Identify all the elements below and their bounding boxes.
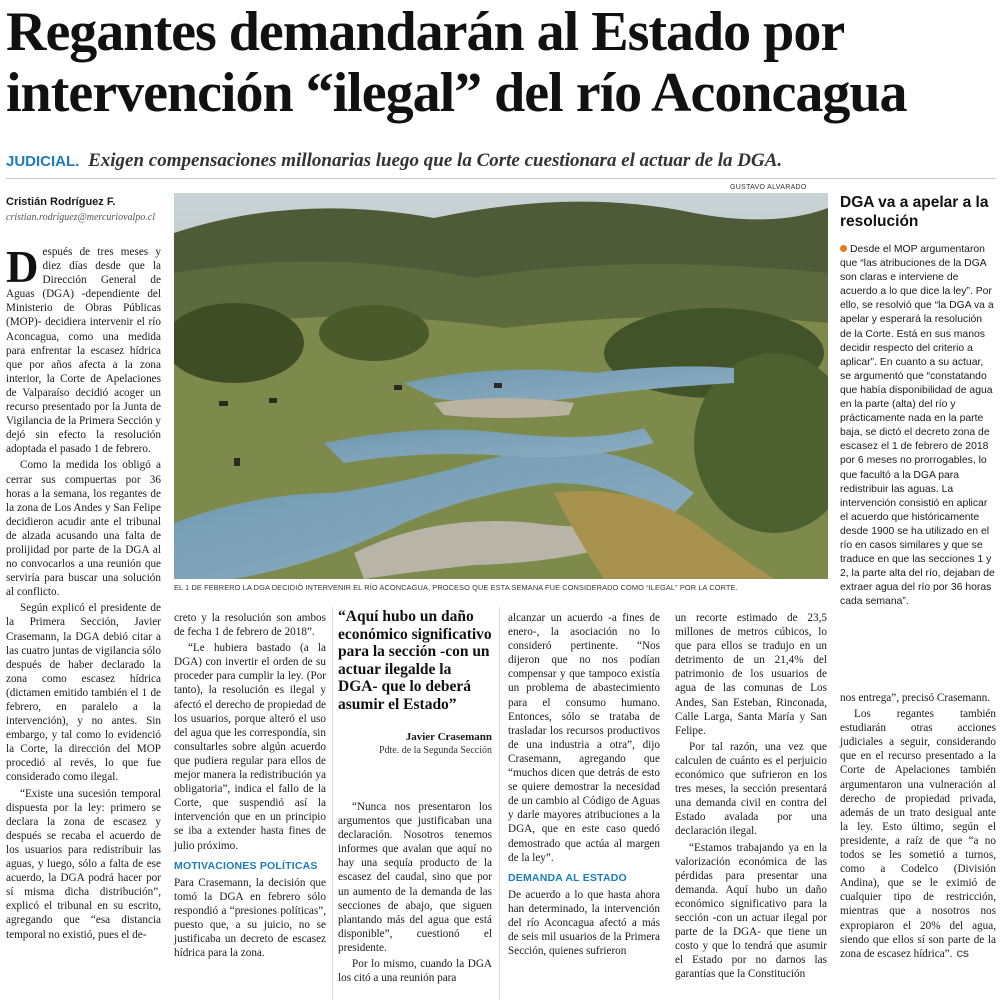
sidebar-body: Desde el MOP argumentaron que “las atribuciones de la DGA son claras e interviene de acuerdo a lo que dice la ley”. Por ello, se resolvió que “la DGA va a apelar y esperará la resolución de la Corte. Está en sus manos decidir respecto del criterio a aplicar”. En cuanto a su actuar, se argumentó que “constatando que había disponibilidad de agua en la parte (alta) del río y prácticamente nada en la parte baja, se dictó el decreto zona de escasez el 1 de febrero de 2018 por 6 meses no prorrogables, lo que facultó a la DGA para redistribuir las aguas. La intervención consistió en aplicar el acuerdo que históricamente desde 1900 se ha utilizado en el río en casos similares y que se traduce en que las secciones 1 y 2, la parte alta del río, dejaban de extraer agua del río por 36 horas cada semana”.: [840, 244, 995, 608]
paragraph: creto y la resolución son ambos de fecha 1 de febrero de 2018”.: [174, 612, 326, 639]
paragraph: Para Crasemann, la decisión que tomó la DGA en febrero sólo respondió a “presiones políticas”, puesto que, a su juicio, no se justificaba un decreto de escasez hídrica para la zona.: [174, 876, 326, 960]
deck-text: Exigen compensaciones millonarias luego que la Corte cuestionara el actuar de la DGA.: [88, 150, 783, 171]
pull-quote-name: Javier Crasemann: [405, 731, 492, 743]
sidebar-box: [840, 193, 996, 609]
article-column-3: [338, 800, 492, 987]
bullet-dot-icon: [840, 245, 847, 252]
paragraph: un recorte estimado de 23,5 millones de metros cúbicos, lo que para ellos se tradujo en un detrimento de un 21,4% del patrimonio de los usuarios de agua de las comunas de Los Andes, San Esteban, Rinconada, Calle Larga, Santa María y San Felipe.: [675, 612, 827, 737]
paragraph: Los regantes también estudiarán otras acciones judiciales a seguir, considerando que en el recurso presentado a la Corte de Apelaciones también argumentaron una vulneración al derecho de propiedad privada, además de un trato desigual ante la ley. Esto último, según el presidente, a raíz de que “a no todos se les sometió a turnos, como a Codelco (División Andina), que se le eximió de cualquier tipo de restricción, mientras que a nosotros nos expropiaron el 20% del agua, siendo que ellos sí son parte de la zona de escasez hídrica”. CS: [840, 708, 996, 960]
headline: Regantes demandarán al Estado por intervención “ilegal” del río Aconcagua: [6, 1, 907, 124]
paragraph: Como la medida los obligó a cerrar sus compuertas por 36 horas a la semana, los regantes de la zona de Los Andes y San Felipe decidieron acudir ante el tribunal de alzada acusando una falta de prolijidad por parte de la DGA al no convocarlos a una reunión que serviría para buscar una solución al conflicto.: [6, 459, 161, 599]
drop-cap: D: [6, 242, 39, 292]
article-column-5: [675, 611, 827, 983]
paragraph: “Nunca nos presentaron los argumentos que justificaban una declaración. Nosotros tenemos informes que avalan que aquí no hay una sequía producto de la escasez del caudal, sino que por un aumento de la demanda de las secciones de abajo, que siguen plantando más del agua que está disponible”, cuestionó el presidente.: [338, 801, 492, 954]
pull-quote-text: “Aquí hubo un daño económico significativo para la sección -con un actuar ilegalde la DGA- que lo deberá asumir el Estado”: [338, 608, 492, 713]
paragraph: nos entrega”, precisó Crasemann.: [840, 692, 991, 704]
byline-author: Cristián Rodríguez F.: [6, 196, 116, 208]
subhead-motivaciones: MOTIVACIONES POLÍTICAS: [174, 859, 318, 872]
paragraph: De acuerdo a lo que hasta ahora han determinado, la intervención del río Aconcagua afectó a más de seis mil usuarios de la Primera Sección, quienes sufrieron: [508, 888, 660, 958]
lead-paragraph: Después de tres meses y diez días desde que la Dirección General de Aguas (DGA) -dependiente del Ministerio de Obras Públicas (MOP)- decidiera intervenir el río Aconcagua, como una medida para enfrentar la escasez hídrica que por años afecta a la zona interior, la Corte de Apelaciones de Valparaíso decidió acoger un recurso presentado por la Junta de Vigilancia de la Primera Sección y dejó sin efecto la resolución adoptada el pasado 1 de febrero.: [6, 242, 161, 456]
photo-credit: GUSTAVO ALVARADO: [730, 184, 807, 191]
section-kicker: JUDICIAL.: [6, 153, 80, 170]
subhead-demanda: DEMANDA AL ESTADO: [508, 871, 627, 884]
paragraph: Según explicó el presidente de la Primera Sección, Javier Crasemann, la DGA debió citar a las cuatro juntas de vigilancia sólo después de haber declarado la zona como escasez hídrica (dictamen emitido también el 1 de febrero, en paralelo a la intervención), y no antes. Sin embargo, y tal como lo evidenció la Corte, la dirección del MOP procedió al revés, lo que fue considerado como ilegal.: [6, 602, 161, 784]
deck: [6, 149, 996, 174]
deck-divider: [6, 178, 996, 179]
column-divider: [332, 607, 333, 999]
paragraph: alcanzar un acuerdo -a fines de enero-, la asociación no lo consideró pertinente. “Nos dijeron que no nos podían compensar y que tampoco existía un problema de abastecimiento para el consumo humano. Entonces, sólo se trataba de trasladar los recursos productivos de una industria a otra”, dijo Crasemann, agregando que “muchos dicen que detrás de esto se quiere demostrar la necesidad de un cambio al Código de Aguas y darle mayores atribuciones a la DGA, que en este caso quedó demostrado que actúa al margen de la ley”.: [508, 612, 660, 864]
byline-email: cristian.rodriguez@mercuriovalpo.cl: [6, 212, 155, 223]
paragraph: Por lo mismo, cuando la DGA los citó a una reunión para: [338, 958, 492, 985]
photo-caption: EL 1 DE FEBRERO LA DGA DECIDIÓ INTERVENIR EL RÍO ACONCAGUA, PROCESO QUE ESTA SEMANA FUE CONSIDERADO COMO “ILEGAL” POR LA CORTE.: [174, 583, 738, 592]
end-mark: CS: [956, 948, 969, 959]
article-column-1: [6, 242, 161, 944]
river-photo: [174, 193, 828, 579]
pull-quote: [338, 608, 492, 756]
column-divider: [499, 607, 500, 999]
paragraph: “Estamos trabajando ya en la valorización económica de las pérdidas para presentar una demanda. Aquí hubo un daño económico significativo para la sección -con un actuar ilegal por parte de la DGA- que tiene un costo y que lo tendrá que asumir el Estado por no darnos las garantías que la Constitución: [675, 841, 827, 981]
pull-quote-role: Pdte. de la Segunda Sección: [378, 745, 492, 756]
paragraph: Por tal razón, una vez que calculen de cuánto es el perjuicio económico que sufrieron en los tres meses, la sección presentará una demanda civil en contra del Estado avalada por una declaración ilegal.: [675, 740, 827, 838]
article-column-4: [508, 611, 660, 960]
sidebar-title: DGA va a apelar a la resolución: [840, 194, 989, 230]
paragraph: “Existe una sucesión temporal dispuesta por la ley: primero se declara la zona de escasez y después se recaba el acuerdo de los usuarios para redistribuir las aguas, y luego, sólo a falta de ese acuerdo, la DGA podrá hacer por sí misma dicha distribución”, explicó el tribunal en su escrito, agregando que “esa distancia temporal no existió, pues el de-: [6, 787, 161, 941]
article-column-6: [840, 691, 996, 963]
article-column-2: [174, 611, 326, 962]
paragraph: “Le hubiera bastado (a la DGA) con invertir el orden de su proceder para cumplir la ley. (Por tanto), la resolución es ilegal y afectó el derecho de propiedad de los usuarios, porque alteró el uso del agua que les correspondía, sin consultarles sobre algún acuerdo que pudiera regular para ellos de mejor manera la redistribución ya obligatoria”, indica el fallo de la Corte, que suspendió así la intervención que en un principio se iba a extender hasta fines de julio próximo.: [174, 642, 326, 852]
